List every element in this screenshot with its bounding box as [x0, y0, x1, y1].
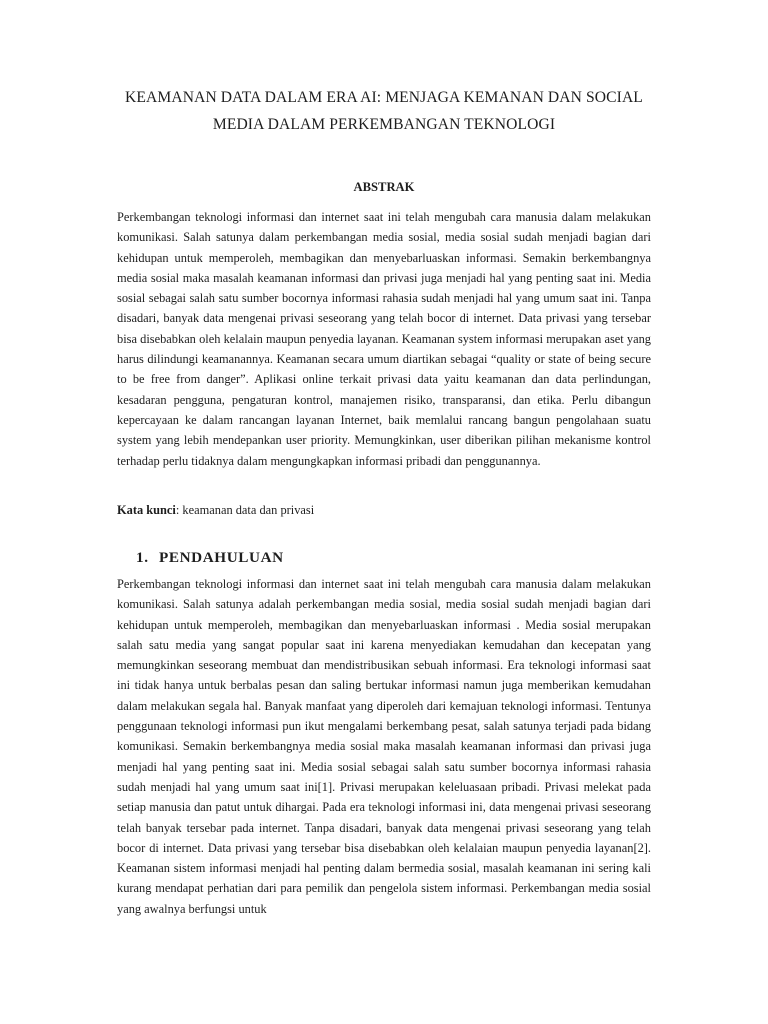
- section-title: PENDAHULUAN: [159, 549, 284, 566]
- keywords-value: : keamanan data dan privasi: [175, 503, 315, 517]
- keywords-line: [117, 500, 651, 520]
- section-number: 1.: [136, 549, 149, 566]
- abstract-paragraph: Perkembangan teknologi informasi dan internet saat ini telah mengubah cara manusia dalam melakukan komunikasi. Salah satunya dalam perkembangan media sosial, media sosial sudah menjadi bagian dari kehidupan untuk memperoleh, membagikan dan menyebarluaskan informasi. Semakin berkembangnya media sosial maka masalah keamanan informasi dan privasi juga menjadi hal yang penting saat ini. Media sosial sebagai salah satu sumber bocornya informasi rahasia sudah menjadi hal yang umum saat ini. Tanpa disadari, banyak data mengenai privasi seseorang yang telah bocor di internet. Data privasi yang tersebar bisa disebabkan oleh kelalain maupun penyedia layanan. Keamanan system informasi merupakan aset yang harus dilindungi keamanannya. Keamanan secara umum diartikan sebagai “quality or state of being secure to be free from danger”. Aplikasi online terkait privasi data yaitu keamanan dan data perlindungan, kesadaran pengguna, pengaturan kontrol, manajemen risiko, transparansi, dan etika. Perlu dibangun kepercayaan ke dalam rancangan layanan Internet, baik memlalui rancang bangun pengolahaan suatu system yang lebih mendepankan user priority. Memungkinkan, user diberikan pilihan mekanisme kontrol terhadap perlu tidaknya dalam mengungkapkan informasi pribadi dan penggunannya.: [117, 210, 651, 468]
- abstract-heading: ABSTRAK: [353, 180, 415, 194]
- section-heading-introduction: [136, 549, 284, 567]
- paper-title: KEAMANAN DATA DALAM ERA AI: MENJAGA KEMANAN DAN SOCIAL MEDIA DALAM PERKEMBANGAN TEKNOLOGI: [125, 89, 643, 133]
- keywords-label: Kata kunci: [117, 503, 176, 517]
- introduction-paragraph: Perkembangan teknologi informasi dan internet saat ini telah mengubah cara manusia dalam melakukan komunikasi. Salah satunya adalah perkembangan media sosial, media sosial sudah menjadi bagian dari kehidupan untuk memperoleh, membagikan dan menyebarluaskan informasi . Media sosial merupakan salah satu media yang sangat popular saat ini karena menyediakan kemudahan dan kecepatan yang memungkinkan seseorang membuat dan mendistribusikan sebuah informasi. Era teknologi informasi saat ini tidak hanya untuk berbalas pesan dan saling bertukar informasi namun juga memberikan kemudahan dalam melakukan segala hal. Banyak manfaat yang diperoleh dari kemajuan teknologi informasi. Tentunya penggunaan teknologi informasi pun ikut mengalami berkembang pesat, salah satunya terjadi pada bidang komunikasi. Semakin berkembangnya media sosial maka masalah keamanan informasi dan privasi juga menjadi hal yang penting saat ini. Media sosial sebagai salah satu sumber bocornya informasi rahasia sudah menjadi hal yang umum saat ini[1]. Privasi merupakan keleluasaan pribadi. Privasi melekat pada setiap manusia dan patut untuk dihargai. Pada era teknologi informasi ini, data mengenai privasi seseorang telah banyak tersebar pada internet. Tanpa disadari, banyak data mengenai privasi seseorang yang telah bocor di internet. Data privasi yang tersebar bisa disebabkan oleh kelalaian maupun penyedia layanan[2]. Keamanan sistem informasi menjadi hal penting dalam bermedia sosial, masalah keamanan ini sering kali kurang mendapat perhatian dari para pemilik dan pengelola sistem informasi. Perkembangan media sosial yang awalnya berfungsi untuk: [117, 577, 651, 916]
